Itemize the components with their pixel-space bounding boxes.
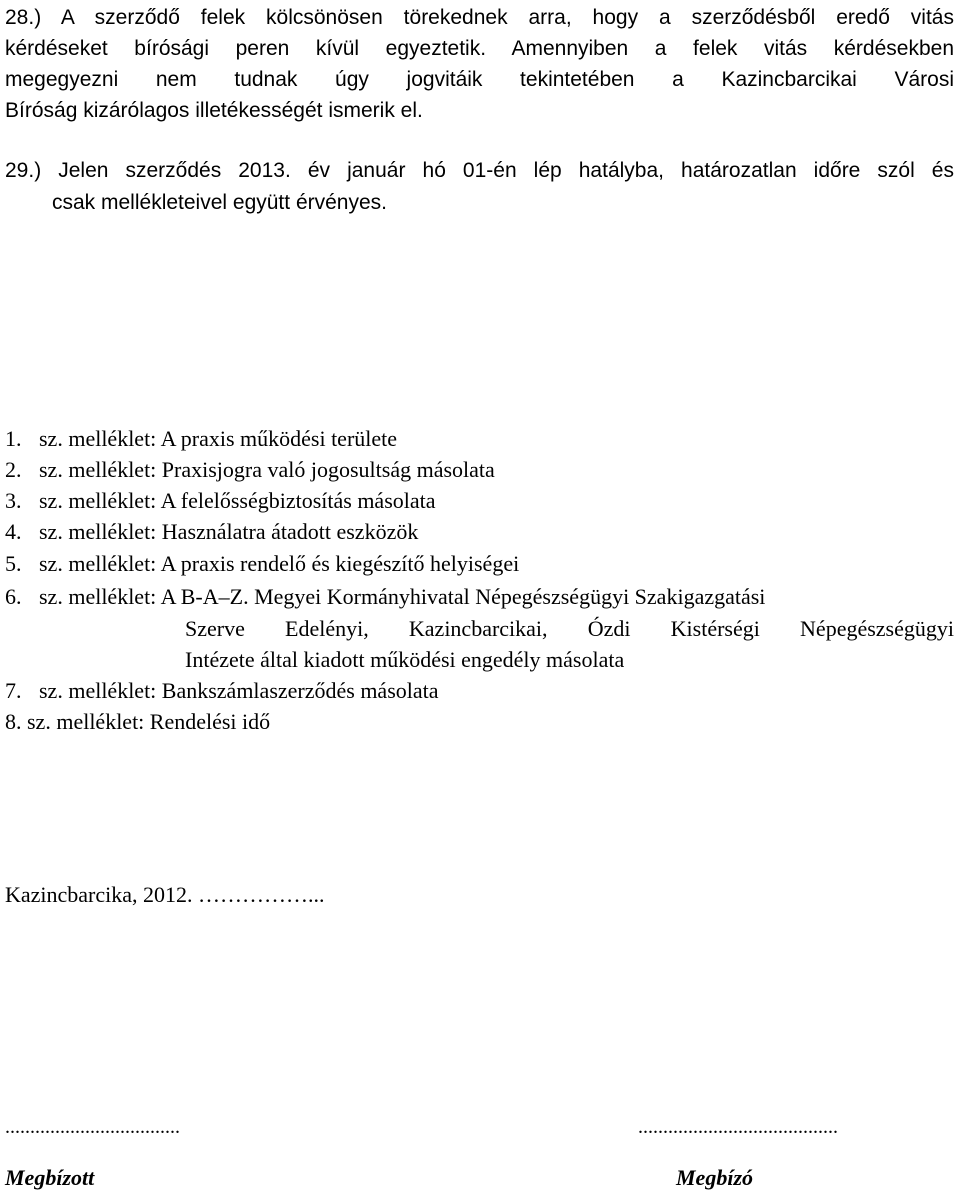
annex-item-1 [5,424,397,454]
annex-number: 3. [5,488,22,513]
annex-number: 7. [5,678,22,703]
signature-label-agent: Megbízott [5,1165,95,1190]
signature-line-right: ........................................ [638,1116,838,1138]
annex-number: 4. [5,519,22,544]
annex-number: 2. [5,457,22,482]
section-28-line-3: megegyezni nem tudnak úgy jogvitáik tekintetében a Kazincbarcikai Városi [5,68,954,91]
annex-item-6-continuation-2: Intézete által kiadott működési engedély másolata [185,647,625,672]
annex-text: sz. melléklet: A praxis működési területe [39,426,398,451]
place-date: Kazincbarcika, 2012. ……………... [5,882,325,907]
annex-item-6-continuation-1: Szerve Edelényi, Kazincbarcikai, Ózdi Kistérségi Népegészségügyi [185,616,954,641]
section-28-line-1: 28.) A szerződő felek kölcsönösen törekednek arra, hogy a szerződésből eredő vitás [5,6,954,29]
annex-text: sz. melléklet: Használatra átadott eszközök [39,519,419,544]
annex-text: sz. melléklet: A praxis rendelő és kiegészítő helyiségei [39,551,520,576]
annex-item-7 [5,676,439,706]
annex-number: 6. [5,584,22,609]
annex-item-3 [5,486,436,516]
annex-text: sz. melléklet: Praxisjogra való jogosultság másolata [39,457,495,482]
annex-number: 5. [5,551,22,576]
signature-line-left: ................................... [5,1116,180,1138]
annex-item-8: 8. sz. melléklet: Rendelési idő [5,709,271,734]
annex-item-2 [5,455,495,485]
section-28-line-4: Bíróság kizárólagos illetékességét ismerik el. [5,99,423,122]
annex-text: sz. melléklet: Bankszámlaszerződés másolata [39,678,439,703]
annex-text: sz. melléklet: A B-A–Z. Megyei Kormányhivatal Népegészségügyi Szakigazgatási [39,584,766,609]
section-28-line-2: kérdéseket bírósági peren kívül egyeztetik. Amennyiben a felek vitás kérdésekben [5,37,954,60]
annex-text: sz. melléklet: A felelősségbiztosítás másolata [39,488,436,513]
signature-label-principal: Megbízó [676,1165,753,1190]
section-29-line-2: csak mellékleteivel együtt érvényes. [52,191,387,214]
section-29-line-1: 29.) Jelen szerződés 2013. év január hó 01-én lép hatályba, határozatlan időre szól és [5,159,954,182]
annex-item-4 [5,517,418,547]
annex-item-6 [5,582,765,612]
annex-number: 1. [5,426,22,451]
annex-item-5 [5,549,519,579]
